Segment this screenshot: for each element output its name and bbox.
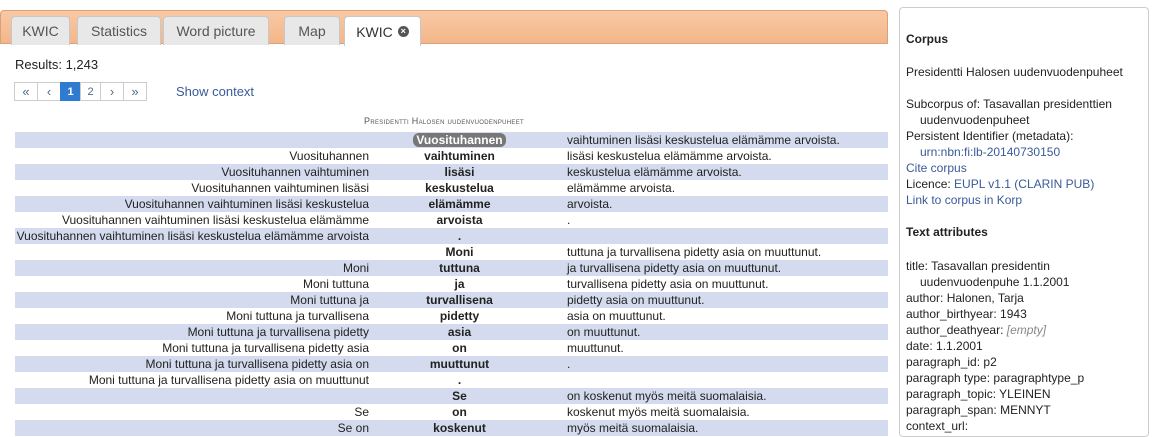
- kwic-left-context[interactable]: [290, 292, 369, 308]
- kwic-left-text: Moni tuttuna ja turvallisena pidetty: [187, 325, 369, 339]
- kwic-match[interactable]: [393, 308, 526, 324]
- tab-statistics[interactable]: [77, 16, 161, 45]
- show-context-link[interactable]: Show context: [176, 84, 255, 99]
- kwic-right-context[interactable]: muuttunut.: [567, 341, 624, 355]
- kwic-match-text: keskustelua: [425, 181, 494, 195]
- kwic-match-text: tuttuna: [439, 261, 480, 275]
- kwic-match-text: koskenut: [433, 421, 486, 435]
- kwic-match[interactable]: [393, 228, 526, 244]
- tab-label: KWIC: [22, 23, 59, 39]
- kwic-left-context[interactable]: [354, 404, 369, 420]
- text-attribute: [906, 322, 1146, 338]
- kwic-right-context[interactable]: asia on muuttunut.: [567, 309, 666, 323]
- kwic-match-text: Vuosituhannen: [413, 133, 505, 147]
- kwic-match[interactable]: [393, 164, 526, 180]
- tab-word-picture[interactable]: [163, 16, 269, 45]
- kwic-match[interactable]: [393, 148, 526, 164]
- kwic-left-text: Vuosituhannen vaihtuminen lisäsi: [191, 181, 369, 195]
- kwic-row: [15, 180, 888, 196]
- text-attribute: [906, 290, 1146, 306]
- kwic-match-text: .: [457, 373, 462, 387]
- text-attribute: [906, 338, 1146, 354]
- attribute-text: date: 1.1.2001: [906, 339, 983, 353]
- text-attribute: [906, 258, 1146, 290]
- close-icon[interactable]: ×: [398, 26, 409, 37]
- attribute-text: paragraph_id: p2: [906, 355, 997, 369]
- next-page-button[interactable]: ›: [100, 82, 124, 101]
- kwic-row: [15, 148, 888, 164]
- kwic-match[interactable]: [393, 404, 526, 420]
- attribute-text: context_url:: [906, 419, 969, 433]
- kwic-match-text: .: [457, 229, 462, 243]
- kwic-row: [15, 244, 888, 260]
- kwic-row: [15, 356, 888, 372]
- tab-label: Word picture: [176, 23, 256, 39]
- tab-kwic-active[interactable]: [344, 16, 421, 46]
- kwic-right-context[interactable]: arvoista.: [567, 197, 613, 211]
- kwic-match[interactable]: [393, 244, 526, 260]
- kwic-match-text: muuttunut: [429, 357, 490, 371]
- kwic-left-text: Vuosituhannen vaihtuminen lisäsi keskustelua elämämme arvoista: [16, 229, 369, 243]
- kwic-right-context[interactable]: koskenut myös meitä suomalaisia.: [567, 405, 750, 419]
- kwic-left-text: Vuosituhannen vaihtuminen lisäsi keskustelua: [124, 197, 369, 211]
- persistent-identifier: [906, 128, 1146, 160]
- text-attribute: [906, 370, 1146, 386]
- tab-kwic[interactable]: [11, 16, 70, 45]
- kwic-match[interactable]: [393, 372, 526, 388]
- subcorpus: Subcorpus of: Tasavallan presidenttien uudenvuodenpuheet: [906, 97, 1112, 127]
- corpus-title: Corpus: [906, 32, 948, 46]
- kwic-left-text: Vuosituhannen vaihtuminen lisäsi keskustelua elämämme: [61, 213, 369, 227]
- attribute-text: author: Halonen, Tarja: [906, 291, 1024, 305]
- attribute-text: paragraph_span: MENNYT: [906, 403, 1051, 417]
- kwic-left-text: Moni tuttuna: [302, 277, 369, 291]
- kwic-left-context[interactable]: [17, 228, 369, 244]
- text-attribute: [906, 418, 1146, 434]
- kwic-right-context[interactable]: .: [567, 213, 571, 227]
- first-page-button[interactable]: «: [14, 82, 38, 101]
- kwic-left-context[interactable]: [188, 324, 369, 340]
- kwic-match-text: asia: [447, 325, 472, 339]
- kwic-left-text: Vuosituhannen: [289, 149, 369, 163]
- kwic-row: [15, 164, 888, 180]
- attribute-text: paragraph type: paragraphtype_p: [906, 371, 1085, 385]
- kwic-left-text: Moni tuttuna ja turvallisena pidetty asia: [162, 341, 369, 355]
- kwic-match[interactable]: [393, 196, 526, 212]
- kwic-right-context[interactable]: turvallisena pidetty asia on muuttunut.: [567, 277, 769, 291]
- pid-label: Persistent Identifier (metadata):: [906, 129, 1074, 143]
- kwic-row: [15, 132, 888, 148]
- attribute-text: title: Tasavallan presidentin uudenvuodenpuhe 1.1.2001: [906, 259, 1070, 289]
- page-2-button[interactable]: 2: [80, 82, 101, 101]
- kwic-right-context[interactable]: on koskenut myös meitä suomalaisia.: [567, 389, 767, 403]
- kwic-row: [15, 228, 888, 244]
- kwic-match-text: on: [452, 341, 467, 355]
- text-attribute: [906, 306, 1146, 322]
- kwic-left-context[interactable]: [338, 420, 369, 436]
- kwic-left-text: Se on: [337, 421, 369, 435]
- kwic-row: [15, 420, 888, 436]
- sidebar: [899, 7, 1149, 437]
- kwic-row: [15, 260, 888, 276]
- kwic-match-text: elämämme: [428, 197, 491, 211]
- text-attributes-list: [906, 258, 1146, 434]
- kwic-row: [15, 340, 888, 356]
- corpus-name: Presidentti Halosen uudenvuodenpuheet: [906, 65, 1123, 79]
- kwic-right-context[interactable]: myös meitä suomalaisia.: [567, 421, 699, 435]
- kwic-left-context[interactable]: [303, 276, 369, 292]
- kwic-left-context[interactable]: [221, 164, 369, 180]
- korp-link[interactable]: Link to corpus in Korp: [906, 193, 1023, 207]
- kwic-match-text: lisäsi: [444, 165, 475, 179]
- kwic-match[interactable]: [393, 260, 526, 276]
- kwic-match[interactable]: [393, 276, 526, 292]
- tab-label: Statistics: [90, 23, 147, 39]
- kwic-row: [15, 196, 888, 212]
- tab-map[interactable]: [284, 16, 340, 45]
- kwic-left-text: Moni tuttuna ja turvallisena: [226, 309, 369, 323]
- kwic-right-context[interactable]: lisäsi keskustelua elämämme arvoista.: [567, 149, 772, 163]
- kwic-left-text: Se: [354, 405, 369, 419]
- pagination: [15, 82, 147, 101]
- kwic-left-text: Moni tuttuna ja turvallisena pidetty asia on: [145, 357, 369, 371]
- kwic-match[interactable]: [393, 180, 526, 196]
- kwic-match-text: Moni: [445, 245, 474, 259]
- kwic-right-context[interactable]: ja turvallisena pidetty asia on muuttunut.: [567, 261, 782, 275]
- kwic-right-context[interactable]: pidetty asia on muuttunut.: [567, 293, 705, 307]
- kwic-left-context[interactable]: [146, 356, 369, 372]
- kwic-left-text: Vuosituhannen vaihtuminen: [221, 165, 369, 179]
- kwic-match[interactable]: [393, 212, 526, 228]
- kwic-right-context[interactable]: tuttuna ja turvallisena pidetty asia on muuttunut.: [567, 245, 822, 259]
- kwic-match[interactable]: [393, 292, 526, 308]
- kwic-row: [15, 404, 888, 420]
- kwic-row: [15, 388, 888, 404]
- kwic-match-text: vaihtuminen: [424, 149, 495, 163]
- kwic-row: [15, 372, 888, 388]
- corpus-heading: Presidentti Halosen uudenvuodenpuheet: [364, 116, 524, 126]
- kwic-left-context[interactable]: [62, 212, 369, 228]
- results-count: Results: 1,243: [15, 57, 99, 72]
- kwic-right-context[interactable]: vaihtuminen lisäsi keskustelua elämämme arvoista.: [567, 133, 840, 147]
- kwic-left-context[interactable]: [226, 308, 369, 324]
- kwic-match[interactable]: [393, 356, 526, 372]
- kwic-row: [15, 308, 888, 324]
- kwic-match[interactable]: [393, 420, 526, 436]
- kwic-match[interactable]: [393, 324, 526, 340]
- prev-page-button[interactable]: ‹: [37, 82, 61, 101]
- kwic-left-context[interactable]: [289, 148, 369, 164]
- kwic-left-context[interactable]: [162, 340, 369, 356]
- kwic-match[interactable]: [393, 388, 526, 404]
- kwic-match-text: arvoista: [436, 213, 483, 227]
- empty-value: [empty]: [1006, 323, 1047, 337]
- kwic-row: [15, 292, 888, 308]
- kwic-match-text: Se: [452, 389, 467, 403]
- kwic-match-text: ja: [454, 277, 465, 291]
- kwic-match-text: on: [452, 405, 467, 419]
- kwic-left-context[interactable]: [343, 260, 369, 276]
- kwic-match[interactable]: [393, 132, 526, 148]
- results-tabbar: [0, 10, 888, 44]
- kwic-left-context[interactable]: [89, 372, 369, 388]
- attribute-text: paragraph_topic: YLEINEN: [906, 387, 1051, 401]
- licence-label: Licence:: [906, 177, 951, 191]
- kwic-match-text: turvallisena: [426, 293, 493, 307]
- kwic-row: [15, 324, 888, 340]
- kwic-left-text: Moni tuttuna ja turvallisena pidetty asia on muuttunut: [88, 373, 369, 387]
- page-1-button[interactable]: 1: [60, 82, 81, 101]
- kwic-right-context[interactable]: on muuttunut.: [567, 325, 641, 339]
- kwic-left-context[interactable]: [125, 196, 369, 212]
- kwic-right-context[interactable]: .: [567, 357, 571, 371]
- kwic-table: [15, 132, 888, 436]
- kwic-row: [15, 276, 888, 292]
- text-attribute: [906, 354, 1146, 370]
- text-attribute: [906, 386, 1146, 402]
- kwic-match[interactable]: [393, 340, 526, 356]
- last-page-button[interactable]: »: [123, 82, 147, 101]
- text-attributes-title: Text attributes: [906, 225, 988, 239]
- licence: [906, 176, 1146, 192]
- pid-link[interactable]: urn:nbn:fi:lb-20140730150: [920, 145, 1061, 159]
- kwic-left-text: Moni tuttuna ja: [290, 293, 369, 307]
- attribute-text: author_deathyear:: [906, 323, 1004, 337]
- attribute-text: author_birthyear: 1943: [906, 307, 1027, 321]
- kwic-row: [15, 212, 888, 228]
- licence-link[interactable]: EUPL v1.1 (CLARIN PUB): [954, 177, 1095, 191]
- kwic-right-context[interactable]: keskustelua elämämme arvoista.: [567, 165, 742, 179]
- tab-label: KWIC: [356, 23, 393, 40]
- tab-label: Map: [298, 23, 326, 39]
- text-attribute: [906, 402, 1146, 418]
- kwic-left-text: Moni: [342, 261, 369, 275]
- cite-corpus-link[interactable]: Cite corpus: [906, 161, 967, 175]
- kwic-match-text: pidetty: [439, 309, 480, 323]
- kwic-left-context[interactable]: [191, 180, 369, 196]
- kwic-right-context[interactable]: elämämme arvoista.: [567, 181, 676, 195]
